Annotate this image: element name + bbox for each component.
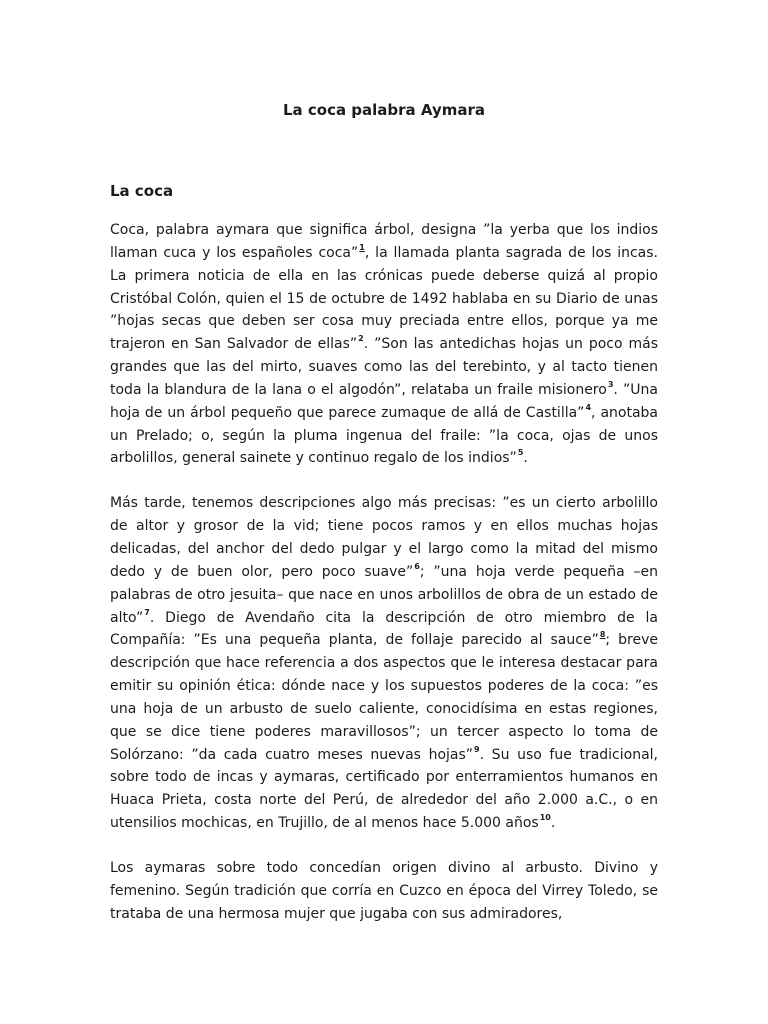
paragraph-text: , la llamada planta sagrada de los incas. La primera noticia de ella en las crónicas puede deberse quizá al propio Cristóbal Colón, quien el 15 de octubre de 1492 hablaba en su Diario de unas ”hojas secas que deben ser cosa muy preciada entre ellos, porque ya me trajeron en San Salvador de ellas”	[110, 244, 658, 353]
paragraph-text: Coca, palabra aymara que significa árbol, designa ”la yerba que los indios llaman cuca y los españoles coca”	[110, 222, 658, 261]
paragraph-text: , anotaba un Prelado; o, según la pluma ingenua del fraile: ”la coca, ojas de unos arbolillos, general sainete y continuo regalo de los indios”	[110, 404, 658, 467]
paragraph-2	[110, 492, 658, 835]
paragraph-text: . Su uso fue tradicional, sobre todo de incas y aymaras, certificado por enterramientos humanos en Huaca Prieta, costa norte del Perú, de alrededor del año 2.000 a.C., o en utensilios mochicas, en Trujillo, de al menos hace 5.000 años	[110, 746, 659, 832]
footnote-ref-7[interactable]: 7	[144, 607, 150, 617]
paragraph-text: .	[550, 815, 556, 832]
footnote-ref-3[interactable]: 3	[607, 379, 614, 389]
paragraph-text: Más tarde, tenemos descripciones algo más precisas: ”es un cierto arbolillo de altor y grosor de la vid; tiene pocos ramos y en ellos muchas hojas delicadas, del anchor del dedo pulgar y el largo como la mitad del mismo dedo y de buen olor, pero poco suave”	[110, 495, 658, 580]
paragraph-text: ; breve descripción que hace referencia a dos aspectos que le interesa destacar para emitir su opinión ética: dónde nace y los supuestos poderes de la coca: ”es una hoja de un arbusto de suelo caliente, conocidísima en estas regiones, que se dice tiene poderes maravillosos”; un tercer aspecto lo toma de Solórzano: ”da cada cuatro meses nuevas hojas”	[110, 632, 659, 763]
footnote-ref-10[interactable]: 10	[539, 813, 551, 823]
paragraph-3	[110, 857, 658, 926]
paragraph-text: .	[523, 450, 528, 467]
footnote-ref-4[interactable]: 4	[585, 402, 592, 412]
paragraph-1	[110, 219, 658, 470]
section-heading: La coca	[110, 182, 174, 200]
footnote-ref-1[interactable]: 1	[359, 242, 365, 252]
paragraph-text: . ”Son las antedichas hojas un poco más grandes que las del mirto, suaves como las del terebinto, y al tacto tienen toda la blandura de la lana o el algodón”, relataba un fraile misionero	[110, 336, 658, 398]
paragraph-text: Los aymaras sobre todo concedían origen divino al arbusto. Divino y femenino. Según tradición que corría en Cuzco en época del Virrey Toledo, se trataba de una hermosa mujer que jugaba con sus admiradores,	[110, 859, 658, 922]
footnote-ref-9[interactable]: 9	[474, 744, 480, 754]
footnote-ref-2[interactable]: 2	[358, 334, 364, 344]
footnote-ref-6[interactable]: 6	[414, 561, 420, 571]
document-title: La coca palabra Aymara	[282, 101, 486, 119]
footnote-ref-5[interactable]: 5	[517, 448, 524, 458]
paragraph-text: ; ”una hoja verde pequeña –en palabras de otro jesuita– que nace en unos arbolillos de obra de un estado de alto”	[110, 563, 658, 626]
paragraph-text: . ”Una hoja de un árbol pequeño que parece zumaque de allá de Castilla”	[110, 381, 658, 421]
document-body	[110, 219, 658, 947]
footnote-ref-8[interactable]: 8	[599, 630, 606, 640]
paragraph-text: . Diego de Avendaño cita la descripción de otro miembro de la Compañía: ”Es una pequeña planta, de follaje parecido al sauce”	[110, 609, 658, 649]
